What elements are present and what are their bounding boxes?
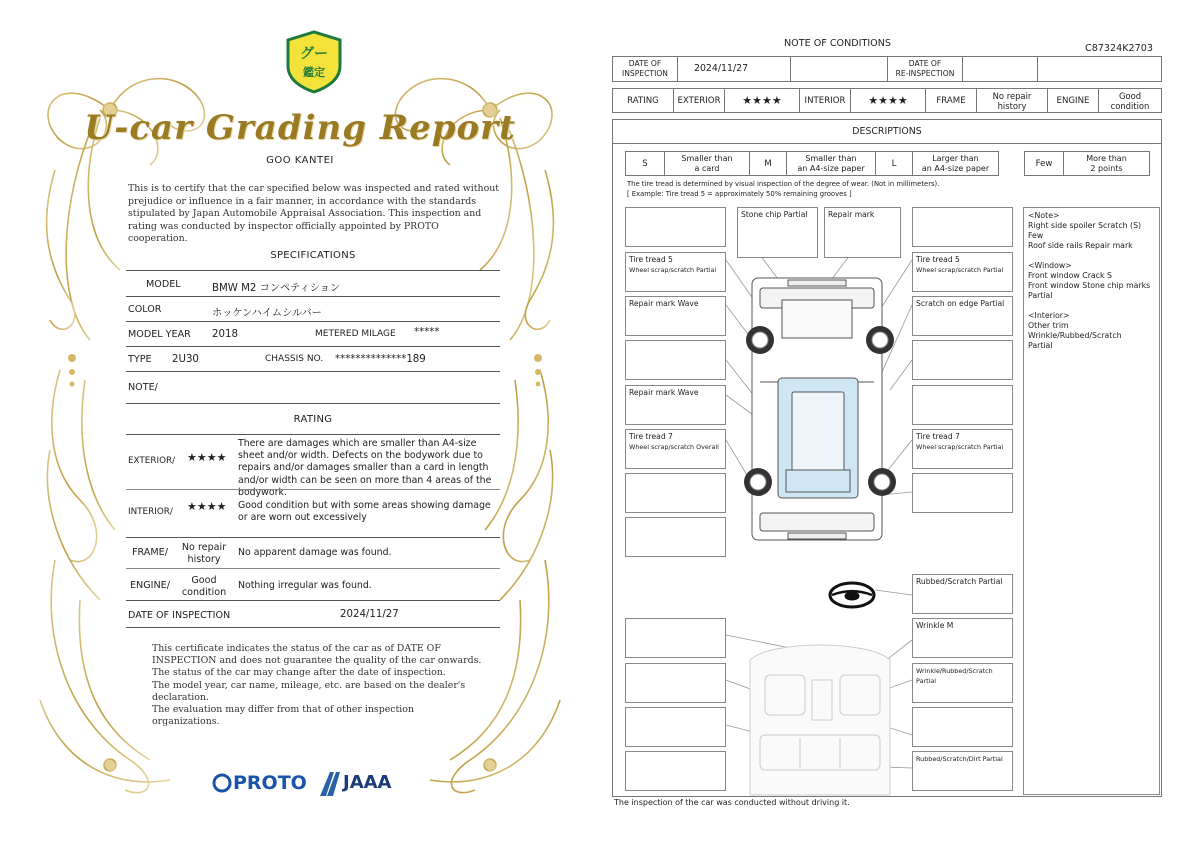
condition-notes bbox=[1023, 207, 1160, 795]
callout-box-empty bbox=[912, 207, 1013, 247]
callout-wrinkle: Wrinkle M bbox=[912, 618, 1013, 658]
note-line: Partial bbox=[1028, 341, 1053, 350]
callout-tire-front-right: Tire tread 5 Wheel scrap/scratch Partial bbox=[912, 252, 1013, 292]
callout-box-empty bbox=[625, 340, 726, 380]
callout-box-empty bbox=[912, 707, 1013, 747]
legend-s-code: S bbox=[625, 151, 665, 176]
goo-kantei-badge-icon bbox=[288, 32, 340, 92]
exterior-label: EXTERIOR bbox=[673, 88, 725, 113]
chassis-label: CHASSIS NO. bbox=[265, 354, 324, 364]
legend-m-text: Smaller than an A4-size paper bbox=[786, 151, 876, 176]
exterior-stars: ★★★★ bbox=[724, 88, 800, 113]
callout-box-empty bbox=[625, 751, 726, 791]
report-code: C87324K2703 bbox=[1085, 43, 1153, 54]
car-interior-view-icon bbox=[750, 645, 890, 795]
proto-logo-text: PROTO bbox=[233, 772, 307, 794]
callout-tire-front-left: Tire tread 5 Wheel scrap/scratch Partial bbox=[625, 252, 726, 292]
proto-logo-icon bbox=[214, 775, 230, 791]
exterior-stars: ★★★★ bbox=[187, 451, 227, 464]
color-value: ホッケンハイムシルバー bbox=[212, 308, 322, 319]
report-title: U-car Grading Report bbox=[84, 108, 516, 148]
interior-label: INTERIOR/ bbox=[128, 507, 173, 517]
steering-wheel-icon bbox=[830, 583, 874, 607]
callout-box-empty bbox=[912, 385, 1013, 425]
note-line: Wrinkle/Rubbed/Scratch bbox=[1028, 331, 1122, 340]
type-value: 2U30 bbox=[172, 354, 199, 365]
note-line: Partial bbox=[1028, 291, 1053, 300]
car-top-view-icon bbox=[752, 278, 882, 540]
callout-wrinkle-rubbed: Wrinkle/Rubbed/Scratch Partial bbox=[912, 663, 1013, 703]
legend-few-text: More than 2 points bbox=[1063, 151, 1150, 176]
callout-tire-rear-right: Tire tread 7 Wheel scrap/scratch Partial bbox=[912, 429, 1013, 469]
note-line: Front window Stone chip marks bbox=[1028, 281, 1151, 290]
type-label: TYPE bbox=[128, 354, 152, 365]
note-line: Roof side rails Repair mark bbox=[1028, 241, 1133, 250]
callout-stone-chip: Stone chip Partial bbox=[737, 207, 818, 258]
callout-rubbed-scratch: Rubbed/Scratch Partial bbox=[912, 574, 1013, 614]
certify-statement: This is to certify that the car specified below was inspected and rated without prejudice or influence in a fair manner, in accordance with the standards stipulated by Japan Automobile Appraisal Association. This inspection and rating was conducted by inspector officially appointed by PROTO cooperation. bbox=[128, 183, 500, 245]
date-of-inspection-label: DATE OF INSPECTION bbox=[128, 610, 231, 621]
exterior-description: There are damages which are smaller than A4-size sheet and/or width. Defects on the bodywork due to repairs and/or damages smaller than a card in length and/or width can be seen on more than 4 areas of the bodywork. bbox=[238, 438, 492, 498]
callout-tire-rear-left: Tire tread 7 Wheel scrap/scratch Overall bbox=[625, 429, 726, 469]
frame-label: FRAME bbox=[925, 88, 977, 113]
engine-value: Good condition bbox=[1098, 88, 1162, 113]
callout-box-empty bbox=[912, 473, 1013, 513]
model-year-value: 2018 bbox=[212, 329, 238, 340]
frame-value: No repair history bbox=[181, 542, 227, 565]
svg-text:鑑定: 鑑定 bbox=[303, 66, 325, 79]
legend-l-text: Larger than an A4-size paper bbox=[912, 151, 999, 176]
descriptions-heading: DESCRIPTIONS bbox=[612, 119, 1162, 144]
callout-box-empty bbox=[625, 207, 726, 247]
callout-repair-wave-2: Repair mark Wave bbox=[625, 385, 726, 425]
model-label: MODEL bbox=[146, 279, 181, 290]
note-line: Front window Crack S bbox=[1028, 271, 1112, 280]
engine-label: ENGINE/ bbox=[130, 580, 170, 591]
interior-stars: ★★★★ bbox=[187, 500, 227, 513]
interior-label: INTERIOR bbox=[799, 88, 851, 113]
date-of-inspection-value: 2024/11/27 bbox=[677, 56, 791, 82]
note-line: Other trim bbox=[1028, 321, 1069, 330]
callout-repair-wave-1: Repair mark Wave bbox=[625, 296, 726, 336]
note-line: <Window> bbox=[1028, 261, 1072, 270]
jaaa-logo-icon bbox=[320, 772, 340, 796]
svg-text:グー: グー bbox=[300, 46, 328, 62]
inspection-footer: The inspection of the car was conducted without driving it. bbox=[614, 798, 850, 807]
note-title: NOTE OF CONDITIONS bbox=[784, 38, 891, 49]
callout-scratch-edge: Scratch on edge Partial bbox=[912, 296, 1013, 336]
frame-description: No apparent damage was found. bbox=[238, 547, 392, 558]
note-line bbox=[1028, 251, 1155, 261]
color-label: COLOR bbox=[128, 304, 162, 315]
note-label: NOTE/ bbox=[128, 382, 158, 393]
callout-box-empty bbox=[625, 473, 726, 513]
legend-m-code: M bbox=[749, 151, 787, 176]
legend-s-text: Smaller than a card bbox=[664, 151, 750, 176]
engine-label: ENGINE bbox=[1047, 88, 1099, 113]
note-line: Right side spoiler Scratch (S) bbox=[1028, 221, 1142, 230]
tread-note-2: [ Example: Tire tread 5 = approximately 50% remaining grooves ] bbox=[627, 190, 852, 198]
callout-box-empty bbox=[625, 707, 726, 747]
note-line: <Interior> bbox=[1028, 311, 1070, 320]
frame-value: No repair history bbox=[976, 88, 1048, 113]
callout-box-empty bbox=[625, 663, 726, 703]
note-line: <Note> bbox=[1028, 211, 1060, 220]
date-of-inspection-label: DATE OF INSPECTION bbox=[612, 56, 678, 82]
certificate-footnote: This certificate indicates the status of the car as of DATE OF INSPECTION and does not guarantee the quality of the car onwards. The status of the car may change after the date of inspection. The model year, car name, mileage, etc. are based on the dealer's declaration. The evaluation may differ from that of other inspection organizations. bbox=[152, 643, 482, 728]
date-of-inspection-value: 2024/11/27 bbox=[340, 609, 399, 620]
note-line: Few bbox=[1028, 231, 1044, 240]
model-value: BMW M2 コンペティション bbox=[212, 283, 341, 294]
engine-value: Good condition bbox=[181, 575, 227, 598]
frame-label: FRAME/ bbox=[132, 547, 168, 558]
mileage-value: ***** bbox=[414, 327, 440, 338]
jaaa-logo-text: JAAA bbox=[343, 772, 392, 793]
rating-label: RATING bbox=[612, 88, 674, 113]
callout-repair-mark-top: Repair mark bbox=[824, 207, 901, 258]
note-of-conditions bbox=[600, 0, 1200, 848]
note-line bbox=[1028, 301, 1155, 311]
interior-stars: ★★★★ bbox=[850, 88, 926, 113]
specifications-heading: SPECIFICATIONS bbox=[270, 250, 356, 261]
callout-box-empty bbox=[912, 340, 1013, 380]
legend-l-code: L bbox=[875, 151, 913, 176]
rating-heading: RATING bbox=[293, 414, 333, 425]
exterior-label: EXTERIOR/ bbox=[128, 456, 176, 466]
legend-few-code: Few bbox=[1024, 151, 1064, 176]
report-subtitle: GOO KANTEI bbox=[266, 155, 334, 166]
re-inspection-label: DATE OF RE-INSPECTION bbox=[887, 56, 963, 82]
chassis-value: **************189 bbox=[335, 354, 426, 365]
interior-description: Good condition but with some areas showing damage or are worn out excessively bbox=[238, 500, 491, 524]
tread-note-1: The tire tread is determined by visual inspection of the degree of wear. (Not in millimeters). bbox=[627, 180, 940, 188]
model-year-label: MODEL YEAR bbox=[128, 329, 191, 340]
callout-rubbed-dirt: Rubbed/Scratch/Dirt Partial bbox=[912, 751, 1013, 791]
mileage-label: METERED MILAGE bbox=[315, 329, 396, 339]
callout-box-empty bbox=[625, 618, 726, 658]
callout-box-empty bbox=[625, 517, 726, 557]
engine-description: Nothing irregular was found. bbox=[238, 580, 372, 591]
